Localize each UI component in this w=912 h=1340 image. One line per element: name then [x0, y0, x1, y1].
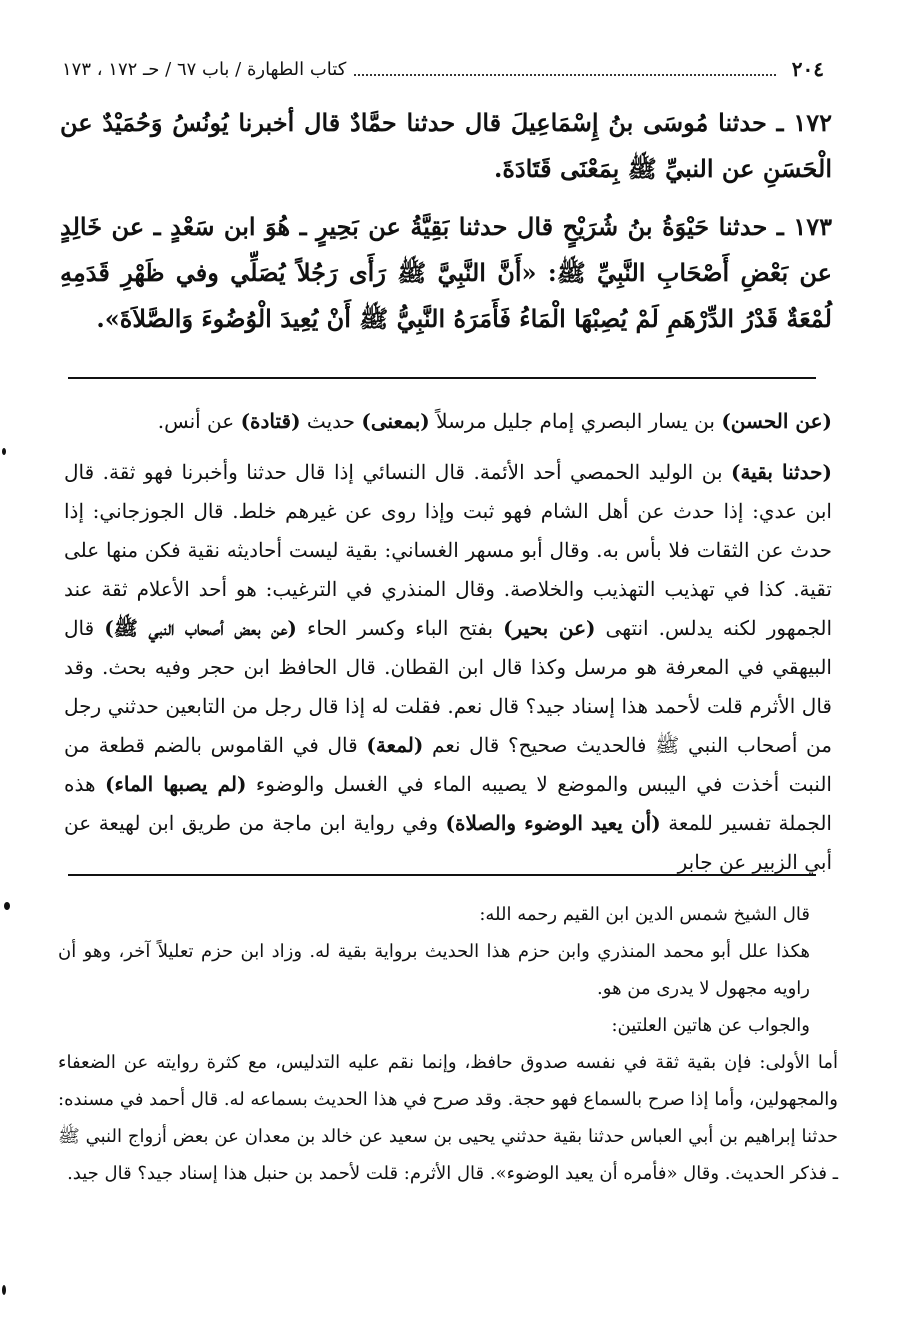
ibn-qayyim-intro: قال الشيخ شمس الدين ابن القيم رحمه الله:: [479, 904, 810, 925]
bold-term: (أن يعيد الوضوء والصلاة): [445, 811, 661, 835]
running-header: [62, 52, 824, 86]
page-number: ٢٠٤: [791, 57, 824, 81]
commentary-text: هذه الجملة تفسير للمعة: [64, 772, 832, 835]
commentary-text: حديث: [300, 409, 362, 433]
scan-speck: [4, 902, 10, 910]
section-divider: [68, 874, 816, 876]
commentary-text: وفي رواية ابن ماجة من طريق ابن لهيعة عن أبي الزبير عن جابر: [64, 811, 832, 874]
header-dotted-leader: [354, 62, 776, 76]
bold-term: (بمعنى): [361, 409, 430, 433]
section-divider: [68, 377, 816, 379]
bold-term: (عن بعض أصحاب النبي ﷺ): [104, 616, 297, 640]
hadith-text: ـ حدثنا مُوسَى بنُ إِسْمَاعِيلَ قال حدثنا حمَّادٌ قال أخبرنا يُونُسُ وَحُمَيْدٌ عن الْحَسَنِ عن النبيِّ ﷺ بِمَعْنَى قَتَادَةَ.: [60, 108, 832, 183]
commentary-paragraph: [64, 402, 832, 441]
hadith-number: ١٧٢: [793, 108, 832, 137]
commentary-text: قال في القاموس بالضم قطعة من النبت أخذت في اليبس والموضع لا يصيبه الماء في الغسل والوضوء: [64, 733, 832, 796]
bold-term: (لمعة): [366, 733, 424, 757]
hadith-text: ـ حدثنا حَيْوَةُ بنُ شُرَيْحٍ قال حدثنا بَقِيَّةُ عن بَحِيرٍ ـ هُوَ ابن سَعْدٍ ـ عن خَالِدٍ عن بَعْضِ أَصْحَابِ النَّبِيِّ ﷺ: «أَنَّ النَّبِيَّ ﷺ رَأَى رَجُلاً يُصَلِّي وفي ظَهْرِ قَدَمِهِ لُمْعَةٌ قَدْرُ الدِّرْهَمِ لَمْ يُصِبْهَا الْمَاءُ فَأَمَرَهُ النَّبِيُّ ﷺ أَنْ يُعِيدَ الْوُضُوءَ وَالصَّلاَةَ».: [60, 212, 832, 333]
hadith-173: [60, 204, 832, 342]
running-title: كتاب الطهارة / باب ٦٧ / حـ ١٧٢ ، ١٧٣: [62, 58, 347, 80]
bold-term: (حدثنا بقية): [730, 460, 832, 484]
commentary-section: [64, 402, 832, 882]
ibn-qayyim-section: [58, 896, 838, 1192]
ibn-qayyim-paragraph: والجواب عن هاتين العلتين:: [611, 1015, 810, 1036]
bold-term: (قتادة): [240, 409, 301, 433]
commentary-text: بفتح الباء وكسر الحاء: [296, 616, 504, 640]
bold-term: (عن بحير): [503, 616, 596, 640]
commentary-paragraph: [64, 453, 832, 882]
ibn-qayyim-paragraph: أما الأولى: فإن بقية ثقة في نفسه صدوق حافظ، وإنما نقم عليه التدليس، مع كثرة روايته عن الضعفاء والمجهولين، وأما إذا صرح بالسماع فهو حجة. وقد صرح في هذا الحديث بسماعه له. قال أحمد في مسنده: حدثنا إبراهيم بن أبي العباس حدثنا بقية حدثني يحيى بن سعيد عن خالد بن معدان عن بعض أزواج النبي ﷺ ـ فذكر الحديث. وقال «فأمره أن يعيد الوضوء». قال الأثرم: قلت لأحمد بن حنبل هذا إسناد جيد؟ قال جيد.: [58, 1052, 838, 1184]
scan-speck: [2, 1285, 6, 1295]
ibn-qayyim-paragraph: هكذا علل أبو محمد المنذري وابن حزم هذا الحديث برواية بقية له. وزاد ابن حزم تعليلاً آخر، وهو أن راويه مجهول لا يدرى من هو.: [58, 941, 810, 999]
hadith-number: ١٧٣: [793, 212, 832, 241]
hadith-172: [60, 100, 832, 192]
bold-term: (عن الحسن): [721, 409, 832, 433]
commentary-text: قال البيهقي في المعرفة هو مرسل وكذا قال ابن القطان. قال الحافظ ابن حجر وفيه بحث. وقد قال الأثرم قلت لأحمد هذا إسناد جيد؟ قال نعم. فقلت له إذا قال رجل من التابعين حدثني رجل من أصحاب النبي ﷺ فالحديث صحيح؟ قال نعم: [64, 616, 832, 757]
commentary-text: عن أنس.: [157, 409, 241, 433]
scan-speck: [2, 448, 6, 455]
commentary-text: بن الوليد الحمصي أحد الأئمة. قال النسائي إذا قال حدثنا وأخبرنا فهو ثقة. قال ابن عدي: إذا حدث عن أهل الشام فهو ثبت وإذا روى عن غيرهم خلط. قال الجوزجاني: إذا حدث عن الثقات فلا بأس به. وقال أبو مسهر الغساني: بقية ليست أحاديثه نقية فكن منها على تقية. كذا في تهذيب التهذيب والخلاصة. وقال المنذري في الترغيب: هو أحد الأعلام ثقة عند الجمهور لكنه يدلس. انتهى: [64, 460, 833, 640]
commentary-text: بن يسار البصري إمام جليل مرسلاً: [429, 409, 722, 433]
bold-term: (لم يصبها الماء): [104, 772, 247, 796]
